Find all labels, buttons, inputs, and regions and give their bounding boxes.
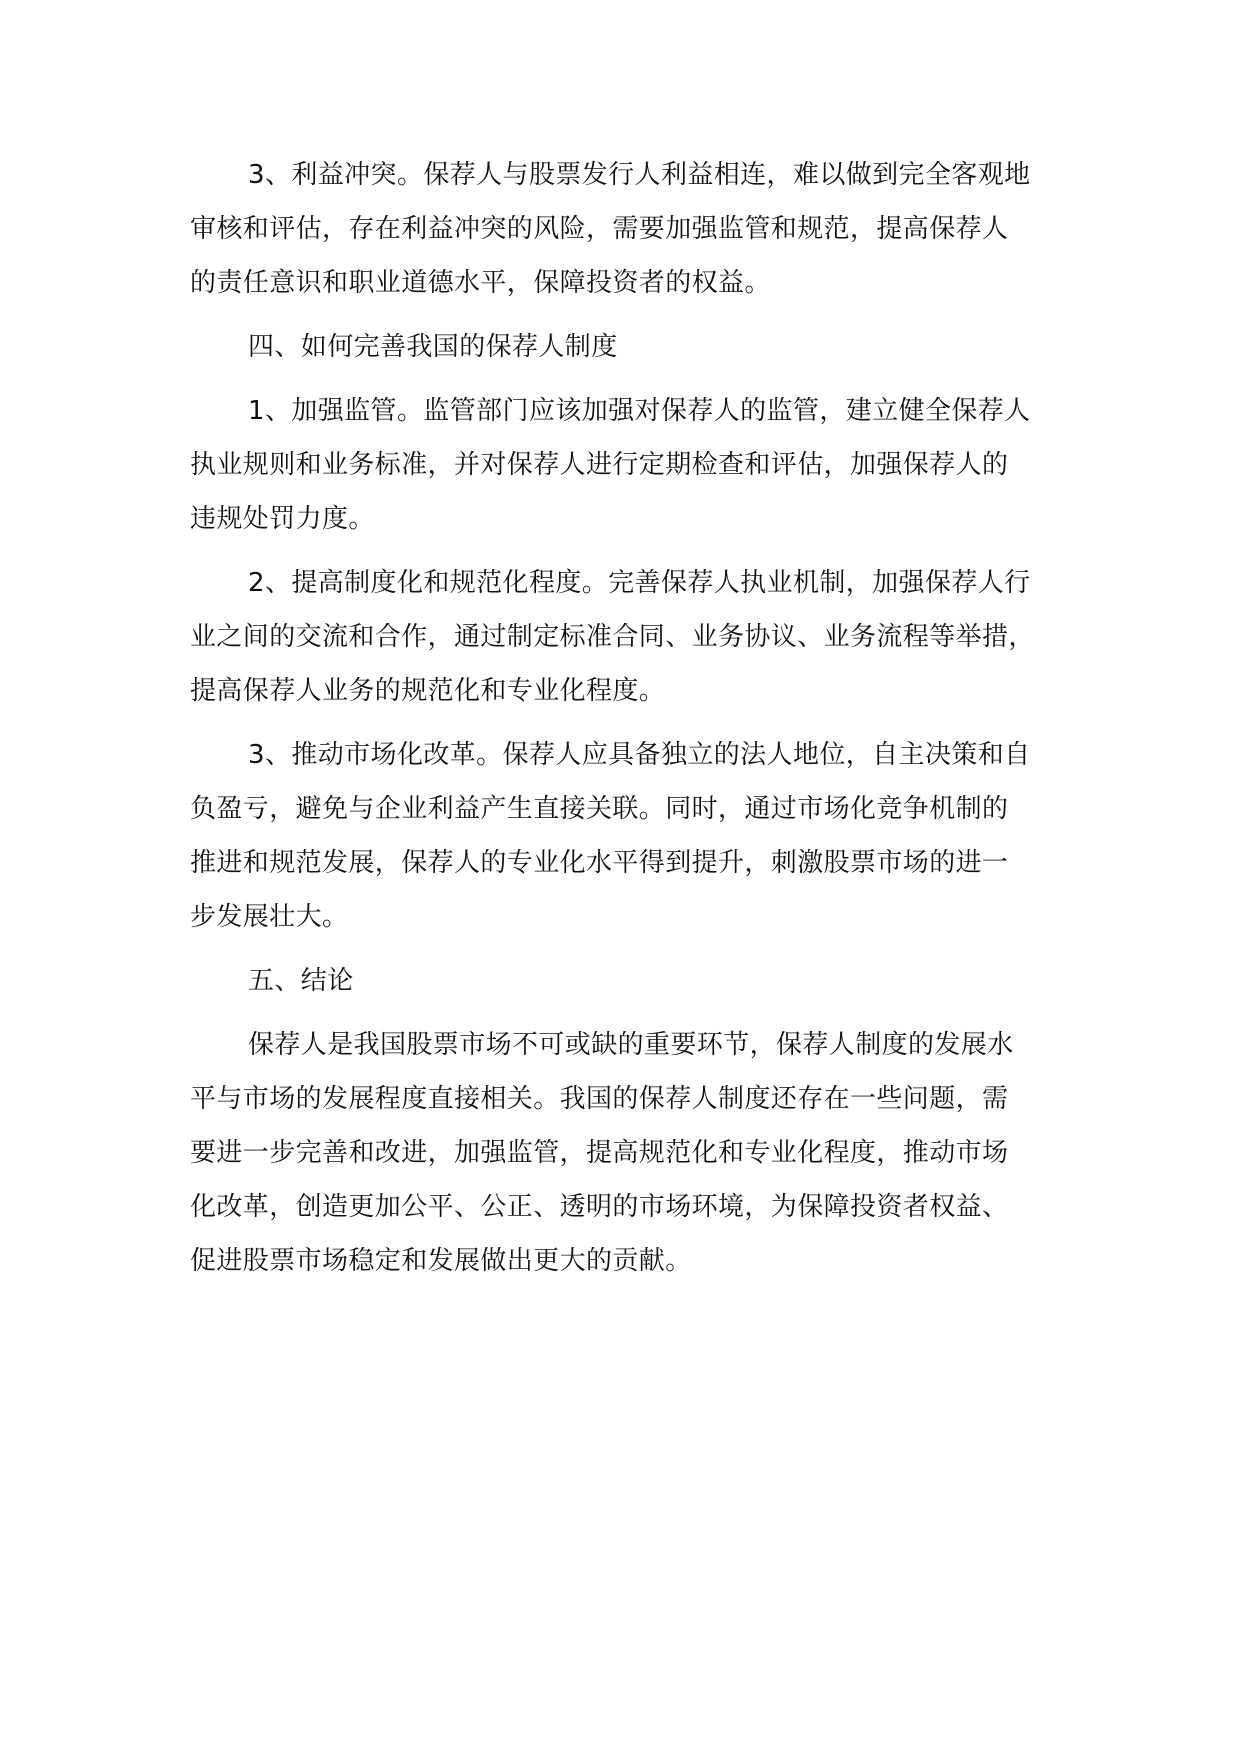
text-line: 提高保荐人业务的规范化和专业化程度。 (190, 676, 666, 706)
text-line: 2、提高制度化和规范化程度。完善保荐人执业机制，加强保荐人行 (248, 568, 1031, 598)
section-heading: 五、结论 (248, 966, 354, 996)
text-line: 3、推动市场化改革。保荐人应具备独立的法人地位，自主决策和自 (248, 740, 1031, 770)
text-line: 保荐人是我国股票市场不可或缺的重要环节，保荐人制度的发展水 (248, 1030, 1014, 1060)
text-line: 促进股票市场稳定和发展做出更大的贡献。 (190, 1246, 692, 1276)
text-line: 负盈亏，避免与企业利益产生直接关联。同时，通过市场化竞争机制的 (190, 794, 1009, 824)
text-line: 平与市场的发展程度直接相关。我国的保荐人制度还存在一些问题，需 (190, 1084, 1009, 1114)
section-heading: 四、如何完善我国的保荐人制度 (248, 332, 618, 362)
text-line: 1、加强监管。监管部门应该加强对保荐人的监管，建立健全保荐人 (248, 396, 1031, 426)
text-line: 推进和规范发展，保荐人的专业化水平得到提升，刺激股票市场的进一 (190, 848, 1009, 878)
text-line: 步发展壮大。 (190, 902, 349, 932)
text-line: 业之间的交流和合作，通过制定标准合同、业务协议、业务流程等举措， (190, 622, 1035, 652)
text-line: 要进一步完善和改进，加强监管，提高规范化和专业化程度，推动市场 (190, 1138, 1009, 1168)
text-line: 的责任意识和职业道德水平，保障投资者的权益。 (190, 268, 771, 298)
text-line: 违规处罚力度。 (190, 504, 375, 534)
text-line: 执业规则和业务标准，并对保荐人进行定期检查和评估，加强保荐人的 (190, 450, 1009, 480)
text-line: 审核和评估，存在利益冲突的风险，需要加强监管和规范，提高保荐人 (190, 214, 1009, 244)
text-line: 化改革，创造更加公平、公正、透明的市场环境，为保障投资者权益、 (190, 1192, 1009, 1222)
text-line: 3、利益冲突。保荐人与股票发行人利益相连，难以做到完全客观地 (248, 160, 1031, 190)
